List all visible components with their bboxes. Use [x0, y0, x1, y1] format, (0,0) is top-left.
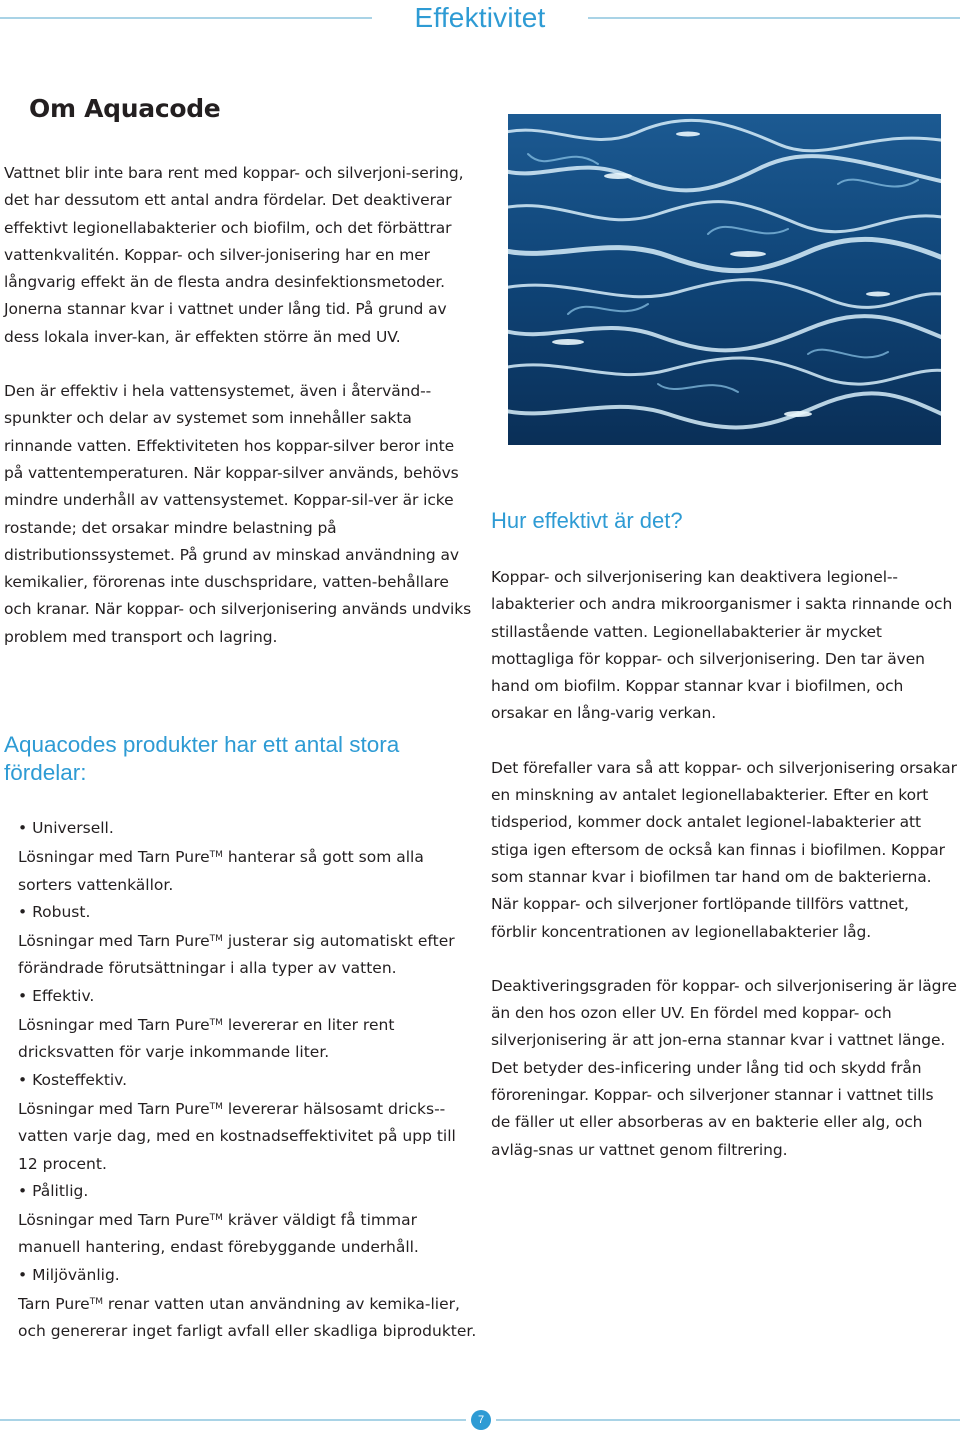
page-number-badge: 7 [471, 1410, 491, 1430]
page-title: Om Aquacode [29, 94, 221, 123]
feature-list [18, 815, 478, 1346]
feature-name: • Robust. [18, 899, 478, 926]
list-item [18, 1067, 478, 1178]
footer-rule-left [0, 1419, 466, 1421]
footer-rule-right [496, 1419, 960, 1421]
feature-name: • Pålitlig. [18, 1178, 478, 1205]
intro-paragraph-1: Vattnet blir inte bara rent med koppar- och silverjoni-sering, det har dessutom ett antal andra fördelar. Det deaktiverar effektivt legionellabakterier och biofilm, och det förbättrar vattenkvalitén. Koppar- och silver-jonisering har en mer långvarig effekt än de flesta andra desinfektionsmetoder. Jonerna stannar kvar i vattnet under lång tid. På grund av dess lokala inver-kan, är effekten större än med UV. [4, 164, 464, 346]
header-rule-right [588, 17, 960, 19]
list-item [18, 815, 478, 899]
trademark-symbol: TM [89, 1297, 103, 1308]
effectiveness-paragraph-1: Koppar- och silverjonisering kan deaktivera legionel-labakterier och andra mikroorganismer i sakta rinnande och stillastående vatten. Legionellabakterier är mycket mottagliga för koppar- och silverjonisering. Den tar även hand om biofilm. Koppar stannar kvar i biofilmen, och orsakar en lång-varig verkan. [491, 568, 953, 723]
trademark-symbol: TM [209, 1213, 223, 1224]
intro-paragraph-2: Den är effektiv i hela vattensystemet, även i återvänd-spunkter och delar av systemet som innehåller sakta rinnande vatten. Effektiviteten hos koppar-silver beror inte på vattentemperaturen. När koppar-silver används, behövs mindre underhåll av vattensystemet. Koppar-sil-ver är icke rostande; det orsakar mindre belastning på distributionssystemet. På grund av minskad användning av kemikalier, förorenas inte duschspridare, vatten-behållare och kranar. När koppar- och silverjonisering används undviks problem med transport och lagring. [4, 382, 472, 646]
trademark-symbol: TM [209, 1018, 223, 1029]
header-rule-left [0, 17, 372, 19]
effectiveness-paragraph-3: Deaktiveringsgraden för koppar- och silverjonisering är lägre än den hos ozon eller UV. En fördel med koppar- och silverjonisering är att jon-erna stannar kvar i vattnet länge. Det betyder des-inficering under lång tid och skydd från föroreningar. Koppar- och silverjoner stannar i vattnet tills de fäller ut eller absorberas av en bakterie eller alg, och avläg-snas ur vattnet genom filtrering. [491, 976, 957, 1159]
trademark-symbol: TM [209, 850, 223, 861]
feature-description: Lösningar med Tarn Pure™ justerar sig automatiskt efter förändrade förutsättningar i alla typer av vatten. [18, 932, 455, 978]
list-item [18, 1178, 478, 1262]
trademark-symbol: TM [209, 1101, 223, 1112]
section-heading: Hur effektivt är det? [491, 508, 683, 533]
feature-description: Tarn Pure™ renar vatten utan användning av kemika-lier, och genererar inget farligt avfall eller skadliga biprodukter. [18, 1295, 477, 1341]
feature-description: Lösningar med Tarn Pure™ hanterar så gott som alla sorters vattenkällor. [18, 848, 424, 894]
feature-description: Lösningar med Tarn Pure™ kräver väldigt få timmar manuell hantering, endast förebyggande underhåll. [18, 1211, 419, 1257]
feature-name: • Miljövänlig. [18, 1262, 478, 1289]
water-ripple-illustration [508, 114, 941, 445]
intro-text [4, 160, 474, 651]
list-item [18, 1262, 478, 1346]
feature-description: Lösningar med Tarn Pure™ levererar en liter rent dricksvatten för varje inkommande liter. [18, 1016, 395, 1062]
feature-name: • Effektiv. [18, 983, 478, 1010]
effectiveness-text [491, 564, 957, 1164]
effectiveness-paragraph-2: Det förefaller vara så att koppar- och silverjonisering orsakar en minskning av antalet legionellabakterier. Efter en kort tidsperiod, kommer dock antalet legionel-labakterier att stiga igen eftersom de också kan finnas i biofilmen. Koppar som stannar kvar i biofilmen tar hand om de bakterierna. När koppar- och silverjoner fortlöpande tillförs vattnet, förblir koncentrationen av legionellabakterier låg. [491, 758, 957, 941]
feature-name: • Kosteffektiv. [18, 1067, 478, 1094]
list-item [18, 899, 478, 983]
water-photo [508, 114, 941, 445]
feature-description: Lösningar med Tarn Pure™ levererar hälsosamt dricks-vatten varje dag, med en kostnadseffektivitet på upp till 12 procent. [18, 1099, 456, 1173]
products-heading: Aquacodes produkter har ett antal stora fördelar: [4, 732, 400, 785]
trademark-symbol: TM [209, 934, 223, 945]
list-item [18, 983, 478, 1067]
feature-name: • Universell. [18, 815, 478, 842]
section-title: Effektivitet [414, 2, 546, 33]
